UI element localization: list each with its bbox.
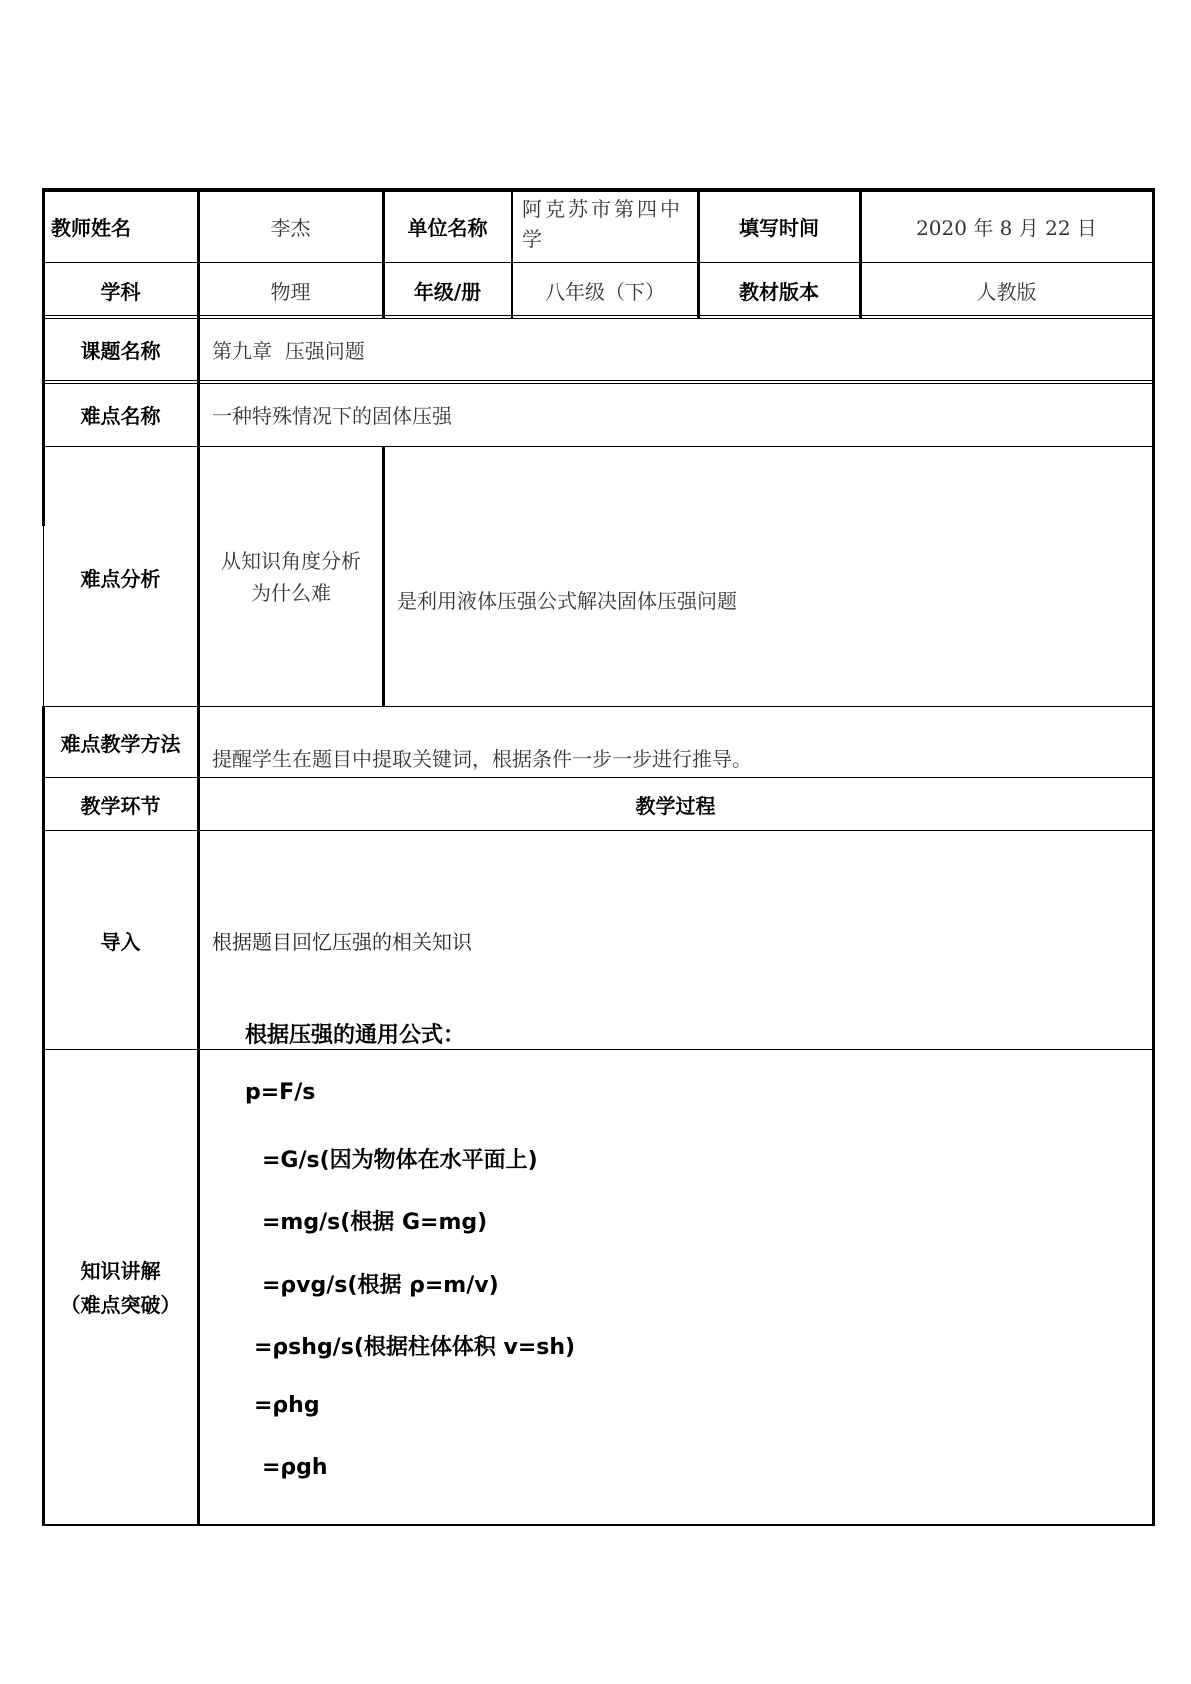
formula-line: =mg/s(根据 G=mg) <box>262 1210 488 1235</box>
column-divider <box>697 188 700 318</box>
row-divider <box>43 1049 1155 1050</box>
column-divider <box>382 446 385 707</box>
teacher-name-value: 李杰 <box>270 216 311 240</box>
topic-label: 课题名称 <box>80 339 161 363</box>
difficulty-name-label: 难点名称 <box>80 404 161 428</box>
teaching-stage-header: 教学环节 <box>80 794 161 818</box>
difficulty-analysis-value: 是利用液体压强公式解决固体压强问题 <box>397 588 737 613</box>
textbook-edition-value: 人教版 <box>976 279 1037 304</box>
column-divider <box>511 188 513 318</box>
table-border-left <box>42 188 45 526</box>
formula-line: =ρgh <box>262 1455 328 1480</box>
row-divider <box>43 262 1155 263</box>
difficulty-analysis-sublabel: 从知识角度分析为什么难 <box>221 549 361 605</box>
intro-label: 导入 <box>100 930 141 954</box>
teaching-method-value: 提醒学生在题目中提取关键词，根据条件一步一步进行推导。 <box>212 747 752 771</box>
table-border-left <box>42 706 45 1526</box>
teaching-process-header: 教学过程 <box>635 794 716 818</box>
fill-date-value: 2020 年 8 月 22 日 <box>916 216 1097 240</box>
knowledge-label-line1: 知识讲解 <box>80 1258 161 1283</box>
row-divider <box>43 706 1155 707</box>
column-divider <box>197 188 200 1526</box>
table-border-bottom <box>43 1524 1155 1526</box>
unit-name-label: 单位名称 <box>407 216 488 240</box>
teaching-method-label: 难点教学方法 <box>60 732 181 756</box>
subject-label: 学科 <box>100 279 141 304</box>
grade-label: 年级/册 <box>413 279 482 304</box>
grade-value: 八年级（下） <box>545 279 665 304</box>
formula-line: p=F/s <box>245 1080 316 1105</box>
formula-line: =ρvg/s(根据 ρ=m/v) <box>262 1273 499 1298</box>
subject-value: 物理 <box>270 279 311 304</box>
fill-date-label: 填写时间 <box>739 216 819 240</box>
table-border-left <box>43 526 44 706</box>
formula-line: =ρshg/s(根据柱体体积 v=sh) <box>254 1335 576 1360</box>
knowledge-label <box>43 1050 198 1525</box>
formula-line: =ρhg <box>254 1393 320 1418</box>
column-divider <box>382 188 385 318</box>
table-border-right <box>1152 188 1155 1526</box>
difficulty-analysis-label: 难点分析 <box>80 566 161 591</box>
formula-line: =G/s(因为物体在水平面上) <box>262 1148 538 1173</box>
knowledge-label-line2: （难点突破） <box>60 1292 181 1317</box>
row-divider <box>43 383 1155 384</box>
table-border-top <box>43 188 1155 192</box>
row-divider <box>43 315 1155 316</box>
column-divider <box>859 188 862 318</box>
intro-value: 根据题目回忆压强的相关知识 <box>212 930 472 954</box>
formula-line: 根据压强的通用公式： <box>245 1023 466 1048</box>
textbook-edition-label: 教材版本 <box>739 279 819 304</box>
teacher-name-label: 教师姓名 <box>51 216 131 240</box>
row-divider <box>43 830 1155 831</box>
row-divider <box>43 318 1155 319</box>
difficulty-name-value: 一种特殊情况下的固体压强 <box>212 404 452 428</box>
unit-name-value: 阿克苏市第四中学 <box>522 197 683 251</box>
row-divider <box>43 380 1155 381</box>
row-divider <box>43 446 1155 447</box>
topic-value: 第九章 压强问题 <box>212 339 365 363</box>
row-divider <box>43 777 1155 778</box>
